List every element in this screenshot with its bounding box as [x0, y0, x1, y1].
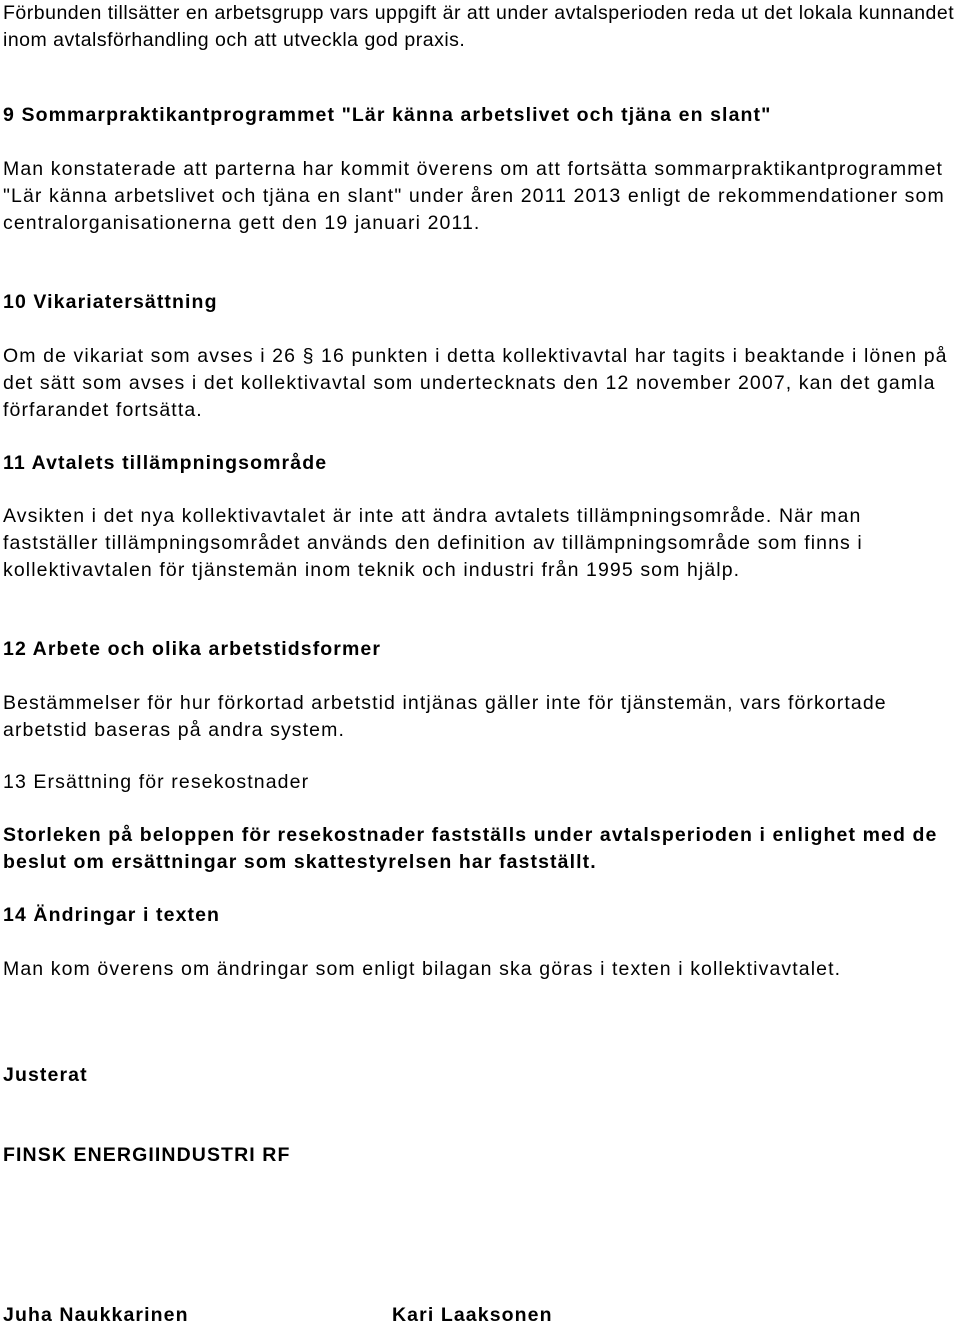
section-body: Om de vikariat som avses i 26 § 16 punkten i detta kollektivavtal har tagits i beaktande i lönen på det sätt som avses i det kollektivavtal som undertecknats den 12 november 2007, kan det gamla förfarandet fortsätta.	[3, 345, 948, 421]
justerat-label: Justerat	[3, 1064, 88, 1086]
section-body: Man kom överens om ändringar som enligt bilagan ska göras i texten i kollektivavtalet.	[3, 958, 842, 980]
organization-name: FINSK ENERGIINDUSTRI RF	[3, 1144, 291, 1166]
intro-paragraph: Förbunden tillsätter en arbetsgrupp vars uppgift är att under avtalsperioden reda ut det lokala kunnandet inom avtalsförhandling och att utveckla god praxis.	[3, 2, 955, 51]
document-page	[3, 0, 960, 1326]
section-body: Bestämmelser för hur förkortad arbetstid intjänas gäller inte för tjänstemän, vars förkortade arbetstid baseras på andra system.	[3, 692, 887, 741]
section-heading: 9 Sommarpraktikantprogrammet "Lär känna arbetslivet och tjäna en slant"	[3, 104, 772, 126]
section-heading: 13 Ersättning för resekostnader	[3, 771, 310, 793]
section-heading: 14 Ändringar i texten	[3, 904, 221, 926]
section-body: Storleken på beloppen för resekostnader fastställs under avtalsperioden i enlighet med de beslut om ersättningar som skattestyrelsen har fastställt.	[3, 824, 938, 873]
section-heading: 10 Vikariatersättning	[3, 291, 218, 313]
signatory-name: Kari Laaksonen	[392, 1304, 553, 1326]
section-heading: 11 Avtalets tillämpningsområde	[3, 452, 328, 474]
signatory-name: Juha Naukkarinen	[3, 1304, 189, 1326]
section-heading: 12 Arbete och olika arbetstidsformer	[3, 638, 382, 660]
section-body: Avsikten i det nya kollektivavtalet är inte att ändra avtalets tillämpningsområde. När man fastställer tillämpningsområdet används den definition av tillämpningsområde som finns i kollektivavtalen för tjänstemän inom teknik och industri från 1995 som hjälp.	[3, 505, 863, 581]
section-body: Man konstaterade att parterna har kommit överens om att fortsätta sommarpraktikantprogrammet "Lär känna arbetslivet och tjäna en slant" under åren 2011 2013 enligt de rekommendationer som centralorganisationerna gett den 19 januari 2011.	[3, 158, 945, 234]
